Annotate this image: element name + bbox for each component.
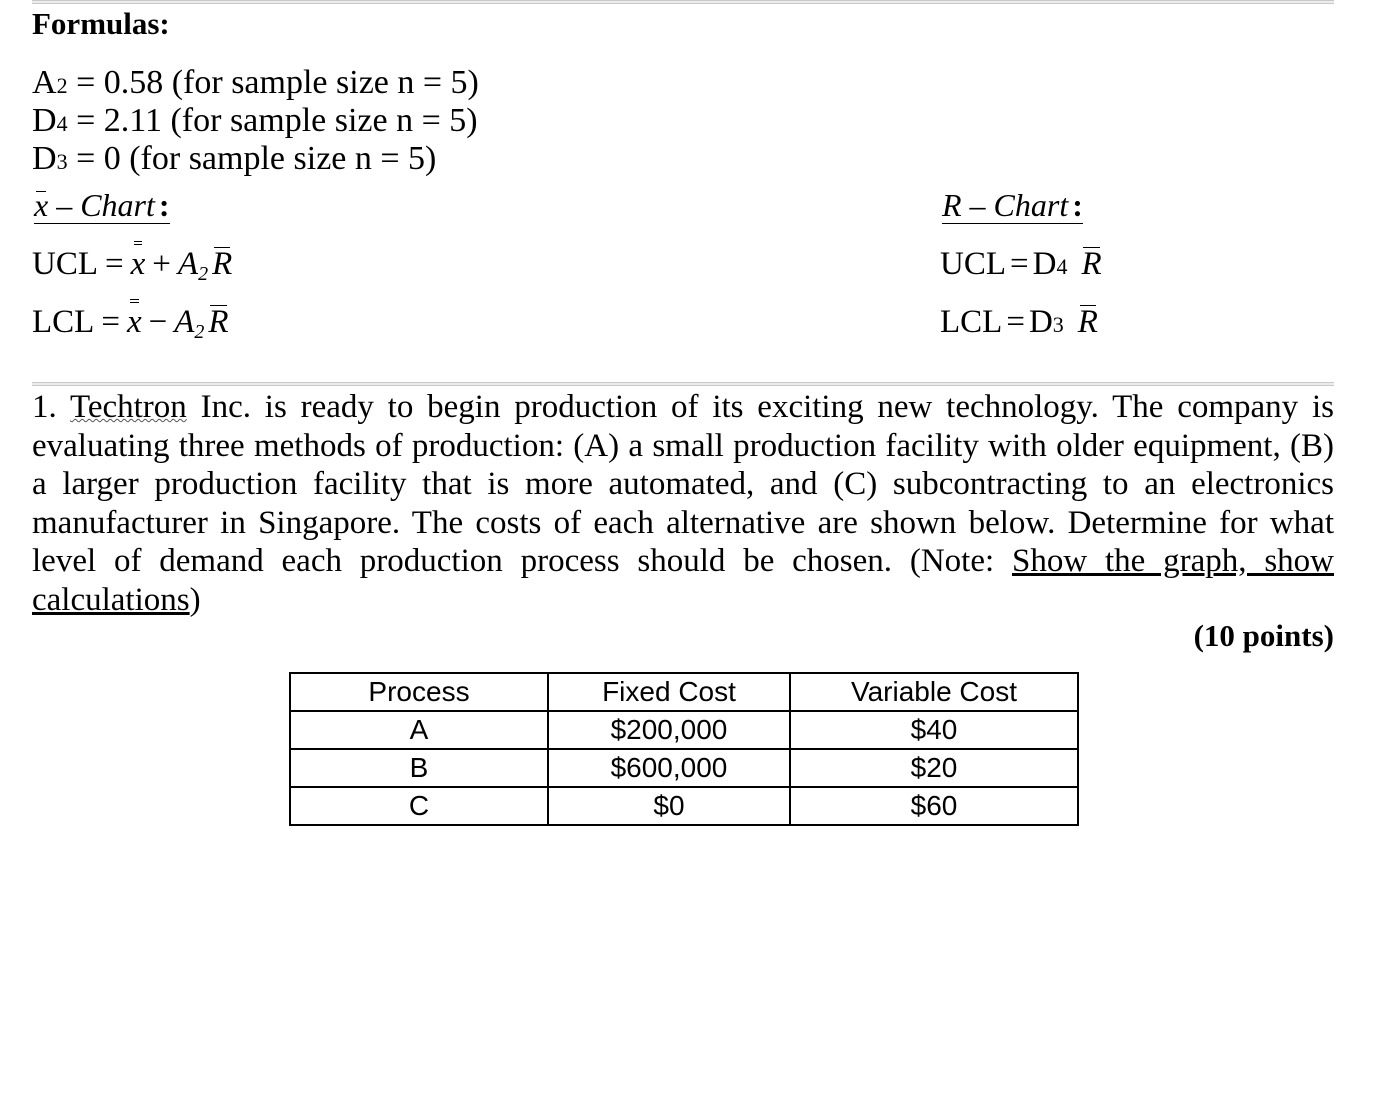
process-cell: A: [290, 711, 548, 749]
r-chart-title: R – Chart :: [942, 187, 1083, 223]
variable-cost-cell: $40: [790, 711, 1078, 749]
r-chart-lcl: LCL = D3 R: [940, 304, 1098, 340]
process-cell: B: [290, 749, 548, 787]
top-rule: [32, 0, 1334, 4]
x-chart-title: x – Chart :: [34, 187, 170, 223]
problem-statement: 1. Techtron Inc. is ready to begin production of its exciting new technology. The company is evaluating three methods of production: (A) a small production facility with older equipment, (B) a larger production facility that is more automated, and (C) subcontracting to an electronics manufacturer in Singapore. The costs of each alternative are shown below. Determine for what level of demand each production process should be chosen. (Note: Show the graph, show calculations): [32, 389, 1334, 618]
points-label: (10 points): [1193, 618, 1334, 653]
section-rule: [32, 382, 1334, 386]
table-row: [290, 749, 1078, 787]
variable-cost-cell: $20: [790, 749, 1078, 787]
header-variable-cost: Variable Cost: [790, 673, 1078, 711]
company-name: Techtron: [69, 389, 187, 425]
fixed-cost-cell: $600,000: [548, 749, 790, 787]
constant-d4: D4 = 2.11 (for sample size n = 5): [32, 102, 478, 139]
x-chart-lcl: LCL = x − A2 R: [32, 304, 229, 343]
fixed-cost-cell: $200,000: [548, 711, 790, 749]
table-row: [290, 787, 1078, 825]
constant-d3: D3 = 0 (for sample size n = 5): [32, 140, 437, 177]
process-cell: C: [290, 787, 548, 825]
header-process: Process: [290, 673, 548, 711]
cost-table: [289, 672, 1079, 826]
variable-cost-cell: $60: [790, 787, 1078, 825]
r-chart-ucl: UCL = D4 R: [940, 246, 1102, 282]
constant-a2: A2 = 0.58 (for sample size n = 5): [32, 64, 479, 101]
formulas-heading: Formulas:: [32, 6, 170, 41]
note-instructions: Show the graph, show calculations: [32, 543, 1334, 618]
table-row: [290, 711, 1078, 749]
header-fixed-cost: Fixed Cost: [548, 673, 790, 711]
fixed-cost-cell: $0: [548, 787, 790, 825]
table-header-row: [290, 673, 1078, 711]
x-chart-ucl: UCL = x + A2 R: [32, 246, 233, 285]
